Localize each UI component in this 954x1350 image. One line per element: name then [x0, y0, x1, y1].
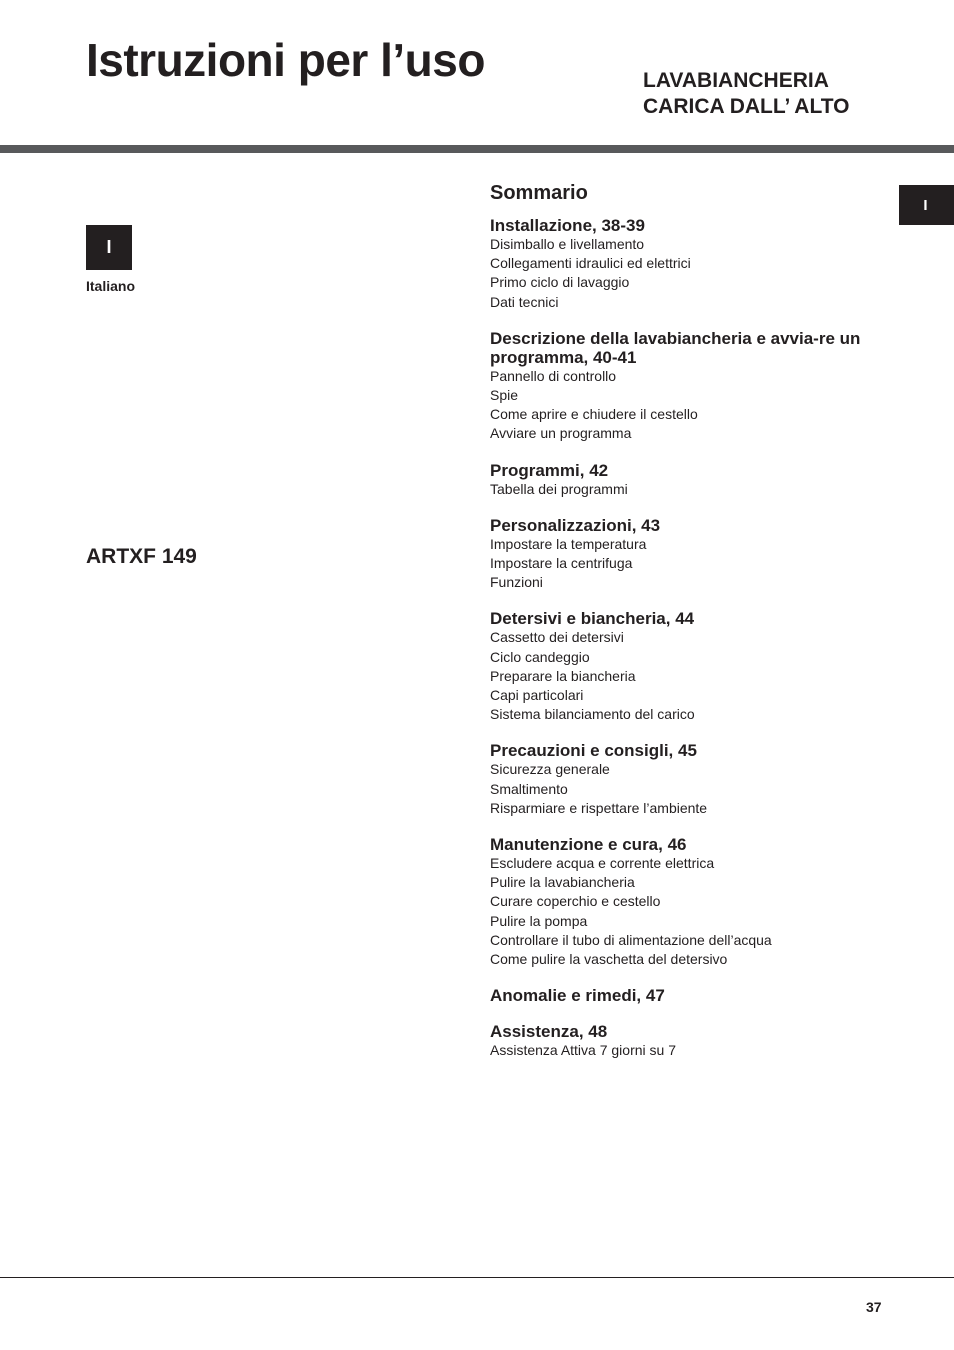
toc-section-title: Precauzioni e consigli, 45 [490, 741, 697, 761]
toc-section-items [490, 480, 890, 499]
toc-section [490, 216, 890, 312]
toc-section-items [490, 628, 890, 724]
toc-item: Pannello di controllo [490, 367, 617, 384]
subtitle-line-1: LAVABIANCHERIA [643, 69, 829, 92]
header-divider [0, 145, 954, 153]
toc-section [490, 741, 890, 818]
toc-item: Avviare un programma [490, 425, 632, 442]
toc-section-title: Assistenza, 48 [490, 1022, 608, 1042]
toc-item: Funzioni [490, 574, 543, 591]
toc-item: Sistema bilanciamento del carico [490, 706, 695, 723]
toc-section-title: Detersivi e biancheria, 44 [490, 609, 695, 629]
toc-item: Come aprire e chiudere il cestello [490, 406, 698, 423]
toc-item: Controllare il tubo di alimentazione dell’acqua [490, 931, 772, 948]
toc-section [490, 1022, 890, 1060]
toc-section-items [490, 1041, 890, 1060]
toc-item: Impostare la temperatura [490, 535, 647, 552]
toc-section-title: Manutenzione e cura, 46 [490, 835, 687, 855]
toc-section-items [490, 760, 890, 818]
toc-item: Risparmiare e rispettare l’ambiente [490, 799, 708, 816]
toc-section-title: Personalizzazioni, 43 [490, 515, 661, 535]
toc-item: Impostare la centrifuga [490, 555, 633, 572]
language-label: Italiano [86, 278, 136, 294]
toc-item: Pulire la pompa [490, 912, 588, 929]
toc-section-title: Anomalie e rimedi, 47 [490, 986, 665, 1006]
toc-item: Preparare la biancheria [490, 667, 636, 684]
product-subtitle [643, 68, 850, 120]
toc-item: Escludere acqua e corrente elettrica [490, 855, 715, 872]
toc-section [490, 329, 890, 444]
toc-item: Dati tecnici [490, 293, 559, 310]
toc-item: Collegamenti idraulici ed elettrici [490, 255, 691, 272]
subtitle-line-2: CARICA DALL’ ALTO [643, 95, 850, 118]
toc-item: Assistenza Attiva 7 giorni su 7 [490, 1042, 676, 1059]
toc-section [490, 609, 890, 724]
language-code-box: I [86, 225, 132, 270]
toc-item: Primo ciclo di lavaggio [490, 274, 630, 291]
model-name: ARTXF 149 [86, 545, 197, 568]
toc-item: Tabella dei programmi [490, 480, 628, 497]
footer-divider [0, 1277, 954, 1278]
toc-item: Ciclo candeggio [490, 648, 590, 665]
toc-section [490, 835, 890, 969]
toc-section-title: Descrizione della lavabiancheria e avvia-re un programma, 40-41 [490, 328, 861, 367]
toc-heading: Sommario [490, 182, 588, 204]
toc-section [490, 516, 890, 593]
toc-section-items [490, 235, 890, 312]
language-side-tab: I [899, 185, 954, 225]
toc-sections [490, 216, 890, 1060]
toc-section [490, 986, 890, 1005]
toc-section-title: Installazione, 38-39 [490, 216, 645, 235]
toc-item: Come pulire la vaschetta del detersivo [490, 951, 728, 968]
toc-item: Capi particolari [490, 687, 584, 704]
toc-section-items [490, 535, 890, 593]
toc-item: Cassetto dei detersivi [490, 629, 624, 646]
page-title: Istruzioni per l’uso [86, 34, 485, 86]
toc-section-items [490, 367, 890, 444]
toc-item: Curare coperchio e cestello [490, 893, 661, 910]
toc-item: Spie [490, 387, 519, 404]
page-number: 37 [866, 1299, 882, 1315]
table-of-contents [490, 180, 890, 1077]
toc-item: Pulire la lavabiancheria [490, 874, 635, 891]
toc-item: Sicurezza generale [490, 761, 610, 778]
toc-item: Smaltimento [490, 780, 568, 797]
toc-section-items [490, 854, 890, 969]
toc-item: Disimballo e livellamento [490, 236, 645, 252]
toc-section-title: Programmi, 42 [490, 460, 609, 480]
toc-section [490, 461, 890, 499]
